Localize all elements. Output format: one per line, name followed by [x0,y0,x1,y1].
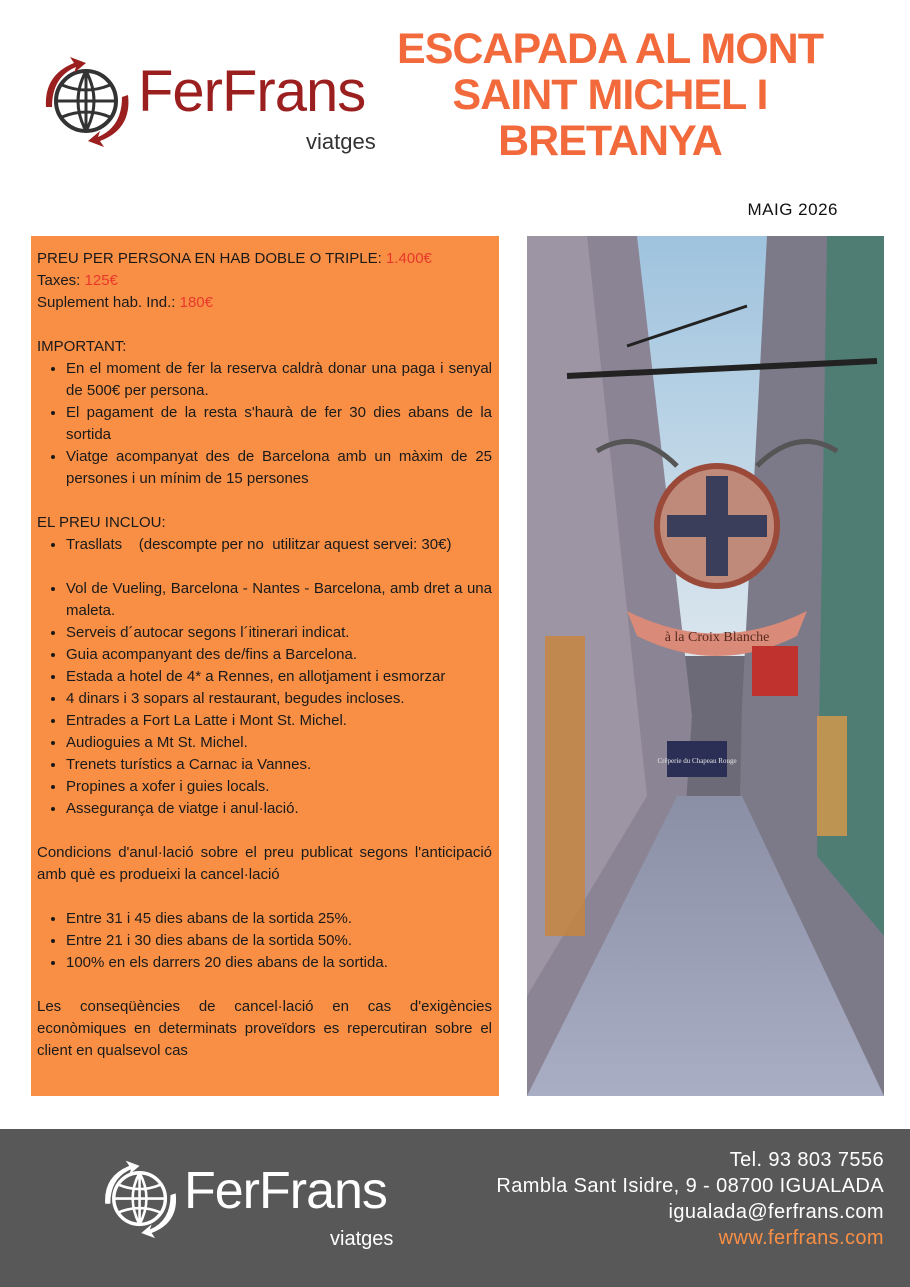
list-item: • Vol de Vueling, Barcelona - Nantes - Barcelona, amb dret a una maleta. [66,578,492,622]
list-item: • Audioguies a Mt St. Michel. [66,732,492,754]
address: Rambla Sant Isidre, 9 - 08700 IGUALADA [496,1175,884,1197]
single-supplement [37,292,492,314]
shop-sign: Crêperie du Chapeau Rouge [657,757,737,765]
street-photo [527,236,884,1096]
footer [0,1129,910,1287]
list-item: • En el moment de fer la reserva caldrà donar una paga i senyal de 500€ per persona. [66,358,492,402]
includes-first-list [37,534,492,556]
brand-name: FerFrans [138,59,366,124]
title-line-3: BRETANYA [498,117,722,165]
cancellation-note: Les conseqüències de cancel·lació en cas d'exigències econòmiques en determinats proveïdors es repercutiran sobre el client en qualsevol cas [37,998,492,1059]
footer-brand-name: FerFrans [184,1162,387,1220]
phone: Tel. 93 803 7556 [729,1149,884,1171]
globe-icon [100,1159,186,1245]
single-value: 180€ [179,294,213,311]
taxes-label: Taxes: [37,272,81,289]
single-label: Suplement hab. Ind.: [37,294,176,311]
globe-icon [40,55,140,155]
price-value: 1.400€ [386,250,432,267]
taxes [37,270,492,292]
list-item: • Entrades a Fort La Latte i Mont St. Michel. [66,710,492,732]
includes-list [37,578,492,820]
brand-logo [40,55,400,165]
price-label: PREU PER PERSONA EN HAB DOBLE O TRIPLE: [37,250,382,267]
list-item: • 4 dinars i 3 sopars al restaurant, begudes incloses. [66,688,492,710]
taxes-value: 125€ [84,272,118,289]
list-item: • Entre 21 i 30 dies abans de la sortida 50%. [66,930,492,952]
page-title [380,26,840,164]
cancellation-intro: Condicions d'anul·lació sobre el preu publicat segons l'anticipació amb què es produeixi la cancel·lació [37,844,492,883]
list-item: • Entre 31 i 45 dies abans de la sortida 25%. [66,908,492,930]
footer-logo [100,1159,410,1259]
list-item: • 100% en els darrers 20 dies abans de la sortida. [66,952,492,974]
includes-heading: EL PREU INCLOU: [37,514,166,531]
email-link[interactable]: igualada@ferfrans.com [668,1201,884,1223]
price-per-person [37,248,492,270]
list-item: • El pagament de la resta s'haurà de fer 30 dies abans de la sortida [66,402,492,446]
trip-date: MAIG 2026 [747,200,838,219]
list-item: • Viatge acompanyat des de Barcelona amb un màxim de 25 persones i un mínim de 15 persones [66,446,492,490]
list-item: • Propines a xofer i guies locals. [66,776,492,798]
brand-sub: viatges [306,129,376,154]
important-list [37,358,492,490]
list-item: • Serveis d´autocar segons l´itinerari indicat. [66,622,492,644]
important-heading: IMPORTANT: [37,338,127,355]
list-item: • Trenets turístics a Carnac ia Vannes. [66,754,492,776]
footer-brand-sub: viatges [330,1228,394,1250]
title-line-1: ESCAPADA AL MONT [397,25,823,73]
sign-text: à la Croix Blanche [664,630,770,645]
website-link[interactable]: www.ferfrans.com [718,1227,884,1249]
title-line-2: SAINT MICHEL I [452,71,768,119]
list-item: • Guia acompanyant des de/fins a Barcelona. [66,644,492,666]
cancellation-list [37,908,492,974]
contact-block [496,1147,884,1251]
list-item: • Estada a hotel de 4* a Rennes, en allotjament i esmorzar [66,666,492,688]
list-item: • Trasllats (descompte per no utilitzar aquest servei: 30€) [66,534,492,556]
info-panel [31,236,499,1096]
list-item: • Assegurança de viatge i anul·lació. [66,798,492,820]
